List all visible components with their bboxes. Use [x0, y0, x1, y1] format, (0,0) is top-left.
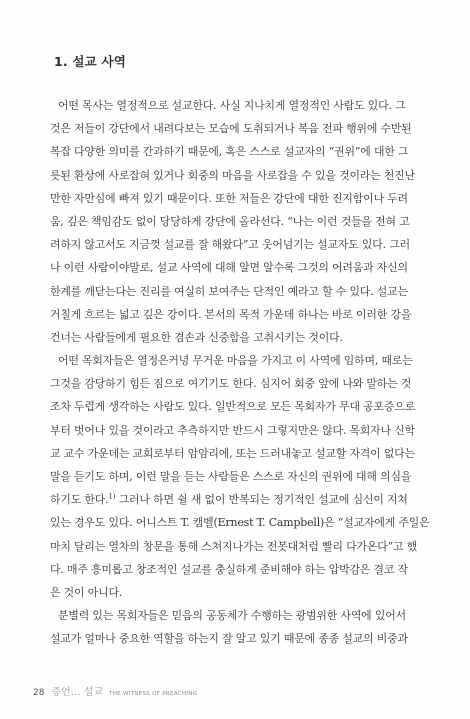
- text-line: 거칠게 흐르는 넓고 깊은 강이다. 본서의 목적 가운데 하나는 바로 이러한 강을: [50, 307, 412, 321]
- footnote-marker: 1): [108, 492, 116, 501]
- text-line: 말을 듣기도 하며, 이런 말을 듣는 사람들은 스스로 자신의 권위에 대해 의심을: [50, 470, 412, 483]
- text-line: 릇된 환상에 사로잡혀 있거나 회중의 마음을 사로잡을 수 있을 것이라는 천진난: [50, 168, 415, 182]
- text-line: 부터 벗어나 있을 것이라고 추측하지만 반드시 그렇지만은 않다. 목회자나 신학: [50, 423, 415, 437]
- book-subtitle: THE WITNESS OF PREACHING: [109, 691, 198, 697]
- page-number: 28: [33, 688, 45, 698]
- text-line: 어떤 목회자들은 열정은커녕 무거운 마음을 가지고 이 사역에 임하며, 때로는: [58, 354, 413, 368]
- text-line: 있는 경우도 있다. 어니스트 T. 캠벨(Ernest T. Campbell)은 “설교자에게 주일은: [50, 516, 430, 530]
- text-line-with-footnote: [50, 488, 432, 511]
- text-line: 조차 두렵게 생각하는 사람도 있다. 일반적으로 모든 목회자가 무대 공포증으로: [50, 400, 415, 414]
- page-footer: [33, 683, 197, 698]
- text-line: 복잡 다양한 의미를 간과하기 때문에, 혹은 스스로 설교자의 “권위”에 대한 그: [50, 145, 409, 159]
- text-segment: 하기도 한다.: [50, 493, 109, 507]
- text-line: 나 이런 사람이야말로, 설교 사역에 대해 알면 알수록 그것의 어려움과 자신의: [50, 261, 408, 275]
- text-line: 다. 매주 흥미롭고 창조적인 설교를 충실하게 준비해야 하는 압박감은 결코 작: [50, 562, 408, 576]
- text-line: 그것을 감당하기 힘든 짐으로 여기기도 한다. 심지어 회중 앞에 나와 말하는 것: [50, 377, 412, 391]
- text-line: 려하지 않고서도 지금껏 설교를 잘 해왔다”고 웃어넘기는 설교자도 있다. 그러: [50, 238, 411, 252]
- text-line: 설교가 얼마나 중요한 역할을 하는지 잘 알고 있기 때문에 종종 설교의 비중과: [50, 632, 408, 646]
- book-title: 증언… 설교: [51, 687, 104, 698]
- text-line: 교 교수 가운데는 교회로부터 암암리에, 또는 드러내놓고 설교할 자격이 없다는: [50, 446, 415, 460]
- text-line: 건너는 사람들에게 필요한 겸손과 신중함을 고취시키는 것이다.: [50, 330, 343, 344]
- text-line: 것은 저들이 강단에서 내려다보는 모습에 도취되거나 복음 전파 행위에 수반된: [50, 122, 412, 136]
- text-segment: 그러나 하면 쉴 새 없이 반복되는 정기적인 설교에 심신이 지쳐: [118, 493, 408, 507]
- text-line: 은 것이 아니다.: [50, 585, 123, 599]
- text-line: 마치 달리는 열차의 창문을 통해 스쳐지나가는 전봇대처럼 빨리 다가온다”고 했: [50, 539, 418, 553]
- section-heading: 1. 설교 사역: [54, 54, 127, 69]
- text-line: 어떤 목사는 열정적으로 설교한다. 사실 지나치게 열정적인 사람도 있다. 그: [58, 99, 406, 112]
- body-text: [50, 94, 432, 651]
- text-line: 움, 깊은 책임감도 없이 당당하게 강단에 올라선다. “나는 이런 것들을 전혀 고: [50, 214, 410, 228]
- text-line: 분별력 있는 목회자들은 믿음의 공동체가 수행하는 광범위한 사역에 있어서: [58, 609, 406, 623]
- text-line: 한계를 깨닫는다는 진리를 여실히 보여주는 단적인 예라고 할 수 있다. 설교는: [50, 284, 408, 298]
- text-line: 만한 자만심에 빠져 있기 때문이다. 또한 저들은 강단에 대한 진지함이나 두려: [50, 191, 408, 205]
